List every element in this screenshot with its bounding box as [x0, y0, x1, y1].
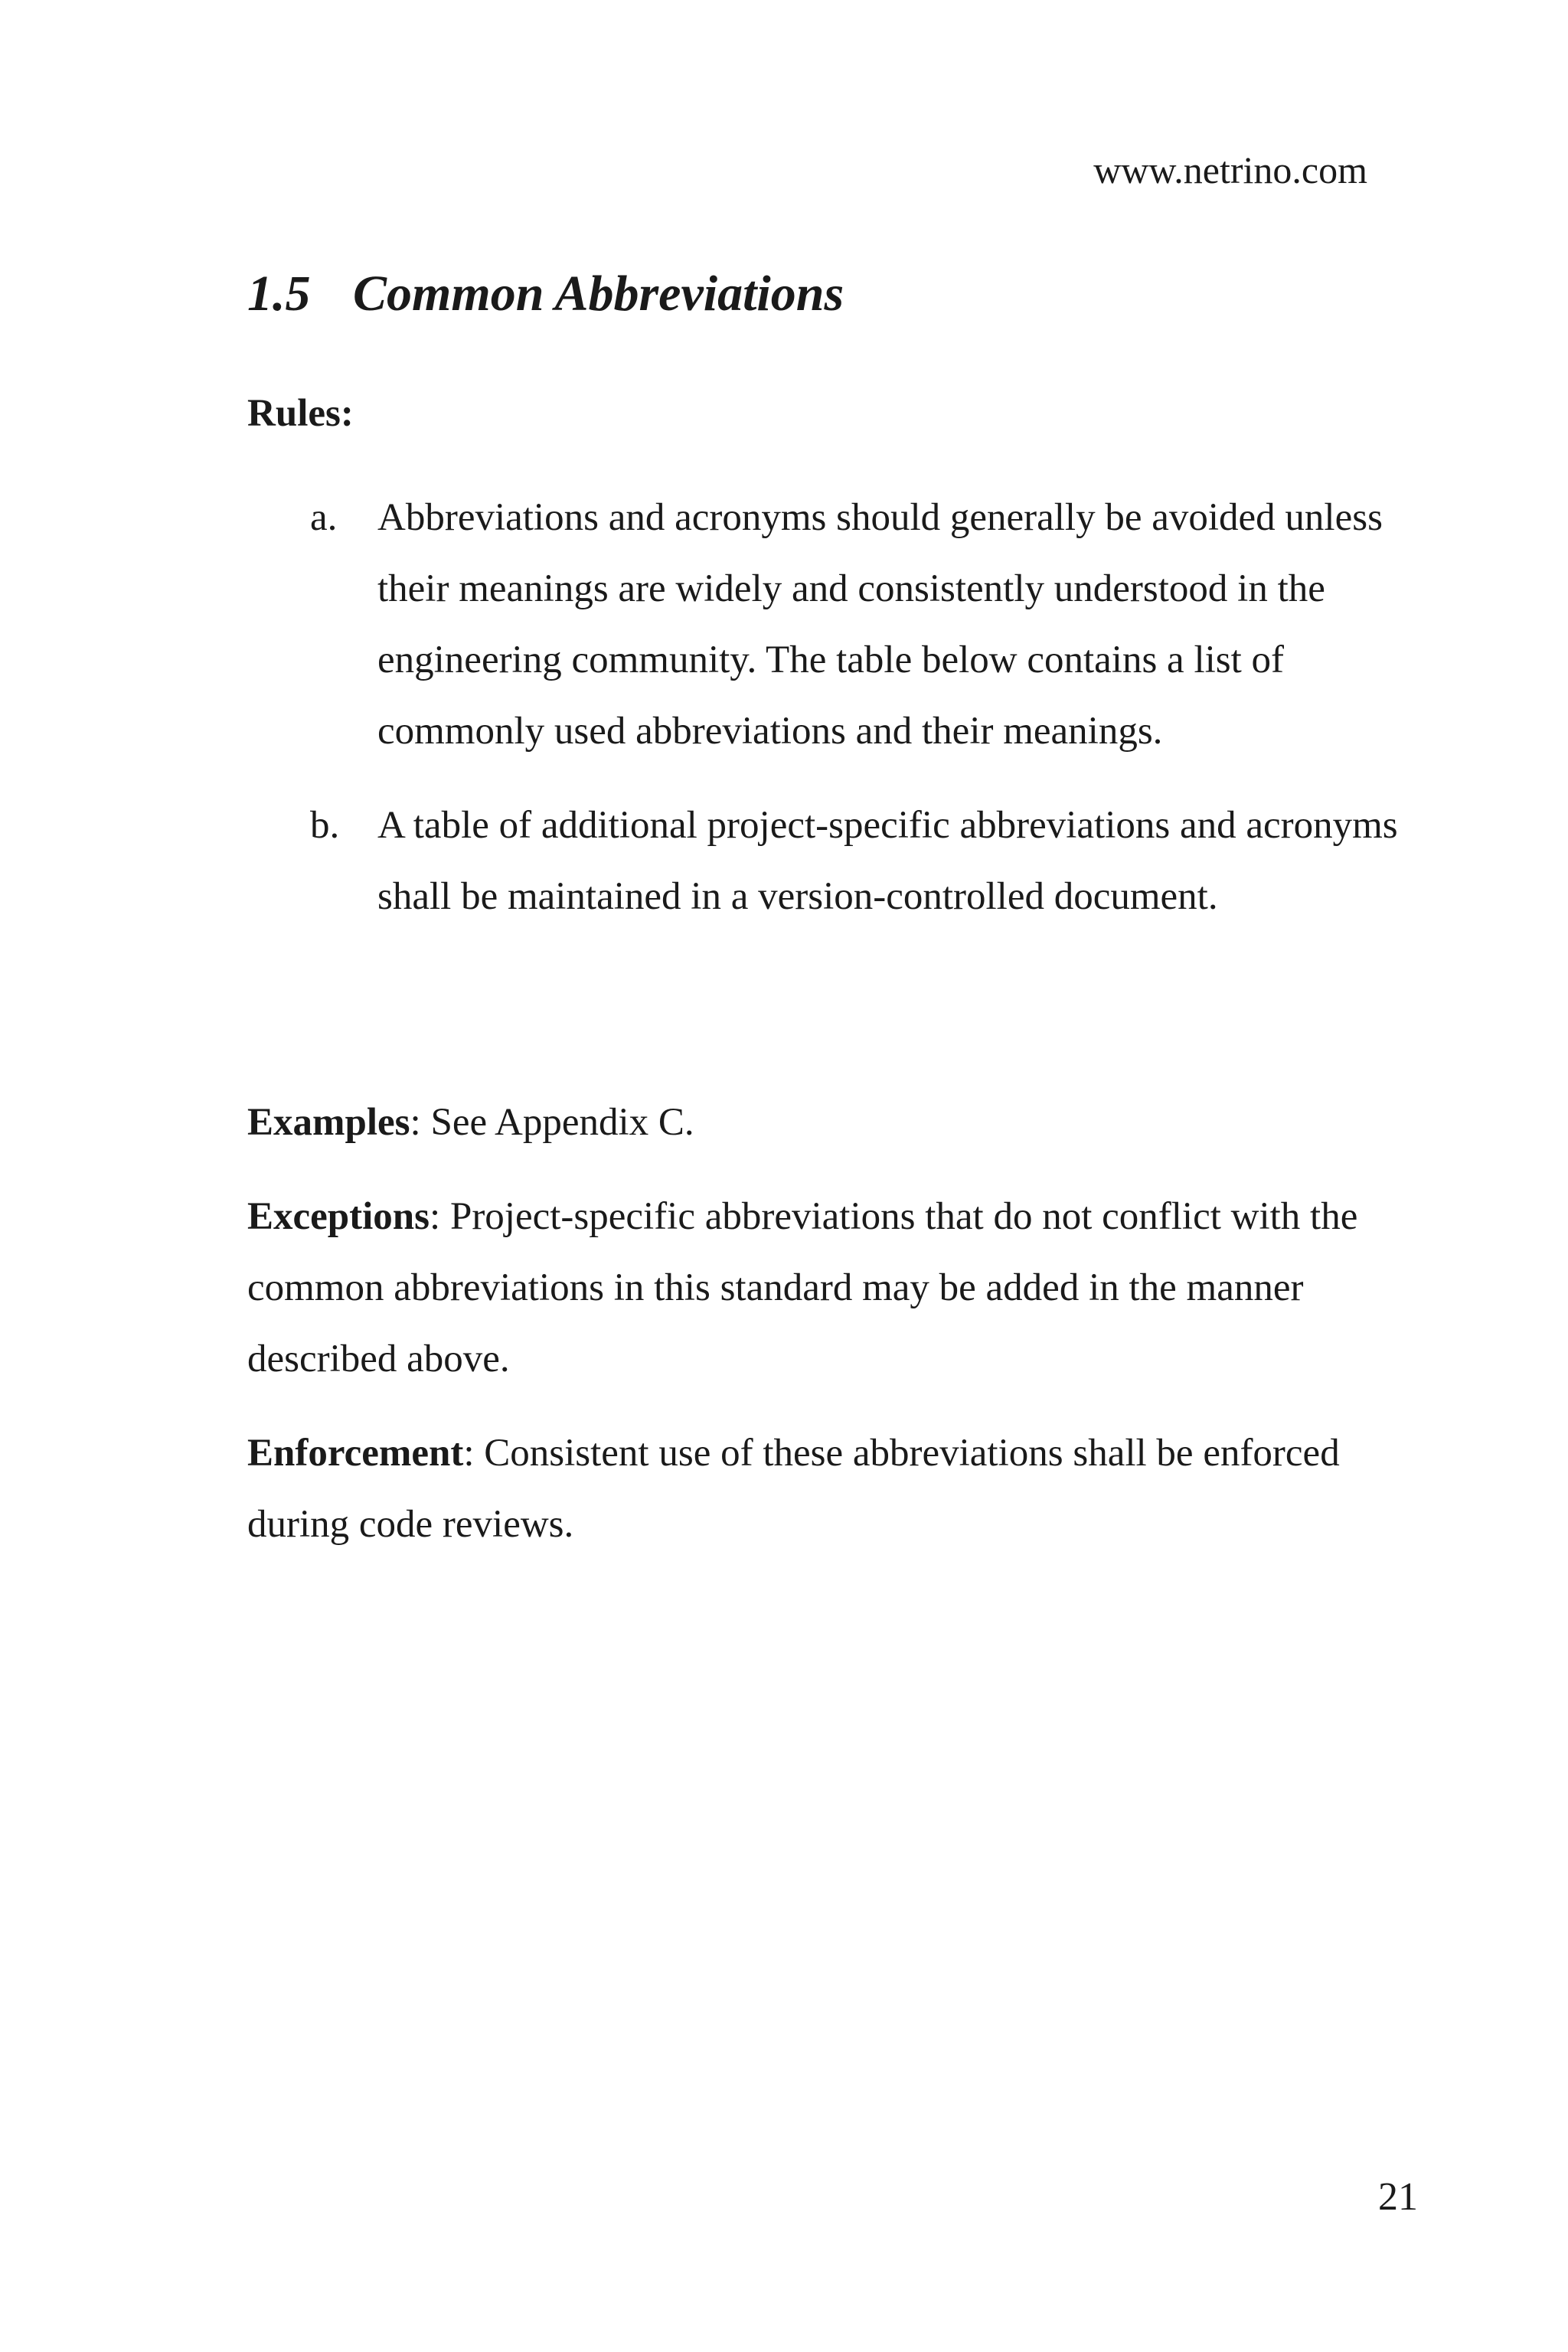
page-number: 21 [1378, 2175, 1418, 2219]
rule-text: Abbreviations and acronyms should generally be avoided unless their meanings are widely and consistently understood in the engineering community. The table below contains a list of commonly used abbreviations and their meanings. [377, 496, 1383, 753]
enforcement-text: : Consistent use of these abbreviations shall be enforced during code reviews. [247, 1432, 1340, 1546]
header-url: www.netrino.com [1093, 149, 1367, 191]
enforcement-paragraph [247, 1418, 1411, 1560]
section-number: 1.5 [247, 266, 311, 322]
exceptions-paragraph [247, 1181, 1411, 1395]
rule-list [247, 482, 1411, 956]
examples-text: : See Appendix C. [410, 1101, 694, 1144]
rule-letter: b. [310, 804, 340, 847]
rules-label: Rules: [247, 392, 354, 435]
exceptions-text: : Project-specific abbreviations that do not conflict with the common abbreviations in this standard may be added in the manner described above. [247, 1195, 1358, 1380]
examples-label: Examples [247, 1101, 410, 1144]
rule-letter: a. [310, 496, 338, 539]
examples-paragraph [247, 1087, 1411, 1158]
section-heading [247, 263, 844, 325]
enforcement-label: Enforcement [247, 1432, 464, 1475]
rule-item-b [247, 790, 1411, 933]
rule-text: A table of additional project-specific abbreviations and acronyms shall be maintained in a version-controlled document. [377, 804, 1398, 918]
exceptions-label: Exceptions [247, 1195, 430, 1238]
section-title: Common Abbreviations [353, 266, 844, 322]
rule-item-a [247, 482, 1411, 767]
